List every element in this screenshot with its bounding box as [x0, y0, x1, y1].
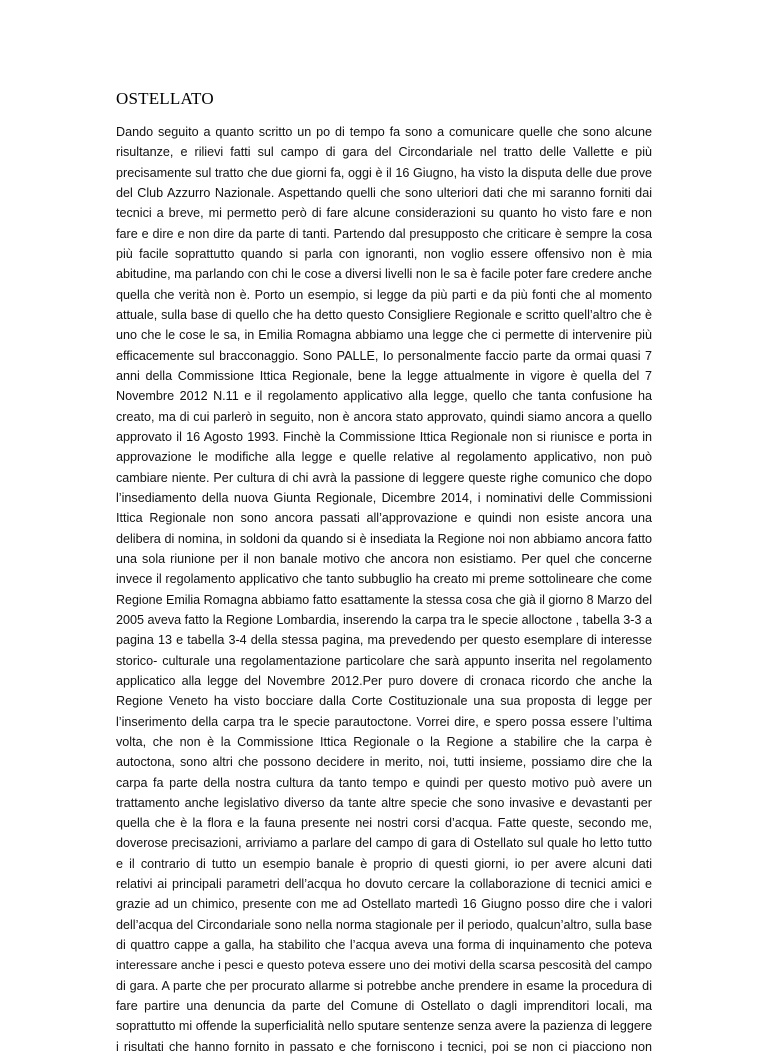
paragraph-line: attuale, sulla base di quello che ha detto questo Consigliere Regionale e scritto quell’altro che è [116, 307, 652, 322]
paragraph-line: cambiare niente. Per cultura di chi avrà la passione di leggere queste righe comunico che dopo [116, 470, 652, 485]
paragraph-line: i risultati che hanno fornito in passato e che forniscono i tecnici, poi se non ci piacciono non [116, 1039, 652, 1054]
paragraph-line: delibera di nomina, in soldoni da quando si è insediata la Regione noi non abbiamo ancora fatto [116, 531, 652, 546]
paragraph-line: Ittica Regionale non sono ancora passati all’approvazione e quindi non esiste ancora una [116, 511, 652, 526]
paragraph-line: doverose precisazioni, arriviamo a parlare del campo di gara di Ostellato sul quale ho letto tutto [116, 836, 652, 851]
paragraph-line: anni della Commissione Ittica Regionale, bene la legge attualmente in vigore è quella del 7 [116, 368, 652, 383]
paragraph-line: l’inserimento della carpa tra le specie parautoctone. Vorrei dire, e spero possa essere l’ultima [116, 714, 652, 729]
paragraph-line: Regione Veneto ha visto bocciare dalla Corte Costituzionale una sua proposta di legge per [116, 694, 652, 709]
paragraph-line: l’insediamento della nuova Giunta Regionale, Dicembre 2014, i nominativi delle Commissioni [116, 490, 652, 505]
paragraph-line: risultanze, e rilievi fatti sul campo di gara del Circondariale nel tratto delle Vallette e più [116, 145, 652, 160]
paragraph-line: efficacemente sul bracconaggio. Sono PALLE, Io personalmente faccio parte da ormai quasi 7 [116, 348, 652, 363]
paragraph-line: soprattutto mi offende la superficialità nello sputare sentenze senza avere la pazienza di leggere [116, 1019, 653, 1034]
paragraph-line: di gara. A parte che per procurato allarme si potrebbe anche prendere in esame la procedura di [116, 978, 652, 993]
paragraph-line: quella che verità non è. Porto un esempio, si legge da più parti e da più fonti che al momento [116, 287, 652, 302]
paragraph-line: del Club Azzurro Nazionale. Aspettando quelli che sono ulteriori dati che mi saranno forniti dai [116, 185, 652, 200]
paragraph-line: fare partire una denuncia da parte del Comune di Ostellato o dagli imprenditori locali, ma [116, 999, 652, 1014]
paragraph-line: trattamento anche legislativo diverso da tante altre specie che sono invasive e devastanti per [116, 795, 652, 810]
paragraph-line: Dando seguito a quanto scritto un po di tempo fa sono a comunicare quelle che sono alcune [116, 125, 652, 139]
paragraph-line: creato, ma di cui parlerò in seguito, non è ancora stato approvato, quindi siamo ancora a quello [116, 409, 652, 424]
paragraph-line: fare e dire e non dire da parte di tanti. Partendo dal presupposto che criticare è sempre la cosa [116, 226, 652, 241]
paragraph-line: applicatico alla legge del Novembre 2012.Per puro dovere di cronaca ricordo che anche la [116, 673, 652, 688]
paragraph-line: più facile soprattutto quando si parla con ignoranti, non voglio essere offensivo non è mia [116, 246, 652, 261]
paragraph-line: approvazione le modifiche alla legge e quelle relative al regolamento applicativo, non può [116, 450, 652, 465]
document-body [116, 122, 652, 1057]
paragraph-line: interessare anche i pesci e questo poteva essere uno dei motivi della scarsa pescosità del campo [116, 958, 652, 973]
paragraph-line: invece il regolamento applicativo che tanto subbuglio ha creato mi preme sottolineare che come [116, 572, 652, 587]
paragraph-line: dell’acqua del Circondariale sono nella norma stagionale per il periodo, qualcun’altro, sulla base [116, 917, 652, 932]
document-title: OSTELLATO [116, 89, 214, 108]
paragraph-line: Novembre 2012 N.11 e il regolamento applicativo alla legge, quello che tanta confusione ha [116, 389, 652, 404]
paragraph-line: una sola riunione per il non banale motivo che ancora non esistiamo. Per quel che concerne [116, 551, 652, 566]
paragraph-line: pagina 13 e tabella 3-4 della stessa pagina, ma prevedendo per questo esemplare di interesse [116, 633, 652, 648]
paragraph-line: grazie ad un chimico, presente con me ad Ostellato martedì 16 Giugno posso dire che i valori [116, 897, 652, 912]
paragraph-line: 2005 aveva fatto la Regione Lombardia, inserendo la carpa tra le specie alloctone , tabella 3-3 a [116, 612, 652, 627]
paragraph-line: e il contrario di tutto un esempio banale è proprio di questi giorni, io per avere alcuni dati [116, 856, 652, 871]
paragraph-line: abitudine, ma parlando con chi le cose a diversi livelli non le sa è facile poter fare credere anche [116, 267, 652, 282]
paragraph-line: Regione Emilia Romagna abbiamo fatto esattamente la stessa cosa che già il giorno 8 Marzo del [116, 592, 652, 607]
paragraph-line: tecnici a breve, mi permetto però di fare alcune considerazioni su quanto ho visto fare e non [116, 206, 652, 221]
paragraph-line: volta, che non è la Commissione Ittica Regionale o la Regione a stabilire che la carpa è [116, 734, 652, 749]
paragraph-line: di quattro cappe a galla, ha stabilito che l’acqua aveva una forma di inquinamento che poteva [116, 938, 652, 953]
paragraph-line: relativi ai principali parametri dell’acqua ho dovuto cercare la collaborazione di tecnici amici e [116, 877, 652, 892]
paragraph-line: storico- culturale una regolamentazione particolare che sarà appunto inserita nel regolamento [116, 653, 652, 668]
paragraph-line: approvato il 16 Agosto 1993. Finchè la Commissione Ittica Regionale non si riunisce e porta in [116, 429, 652, 444]
paragraph-line: uno che le cose le sa, in Emilia Romagna abbiamo una legge che ci permette di intervenire più [116, 328, 652, 343]
paragraph-line: autoctona, sono altri che possono decidere in merito, noi, tutti insieme, possiamo dire che la [116, 755, 652, 770]
paragraph-line: quella che è la flora e la fauna presente nei nostri corsi d’acqua. Fatte queste, secondo me, [116, 816, 652, 831]
paragraph-line: precisamente sul tratto che due giorni fa, oggi è il 16 Giugno, ha visto la disputa delle due prove [116, 165, 652, 180]
paragraph-line: carpa fa parte della nostra cultura da tanto tempo e quindi per questo motivo può avere un [116, 775, 652, 790]
